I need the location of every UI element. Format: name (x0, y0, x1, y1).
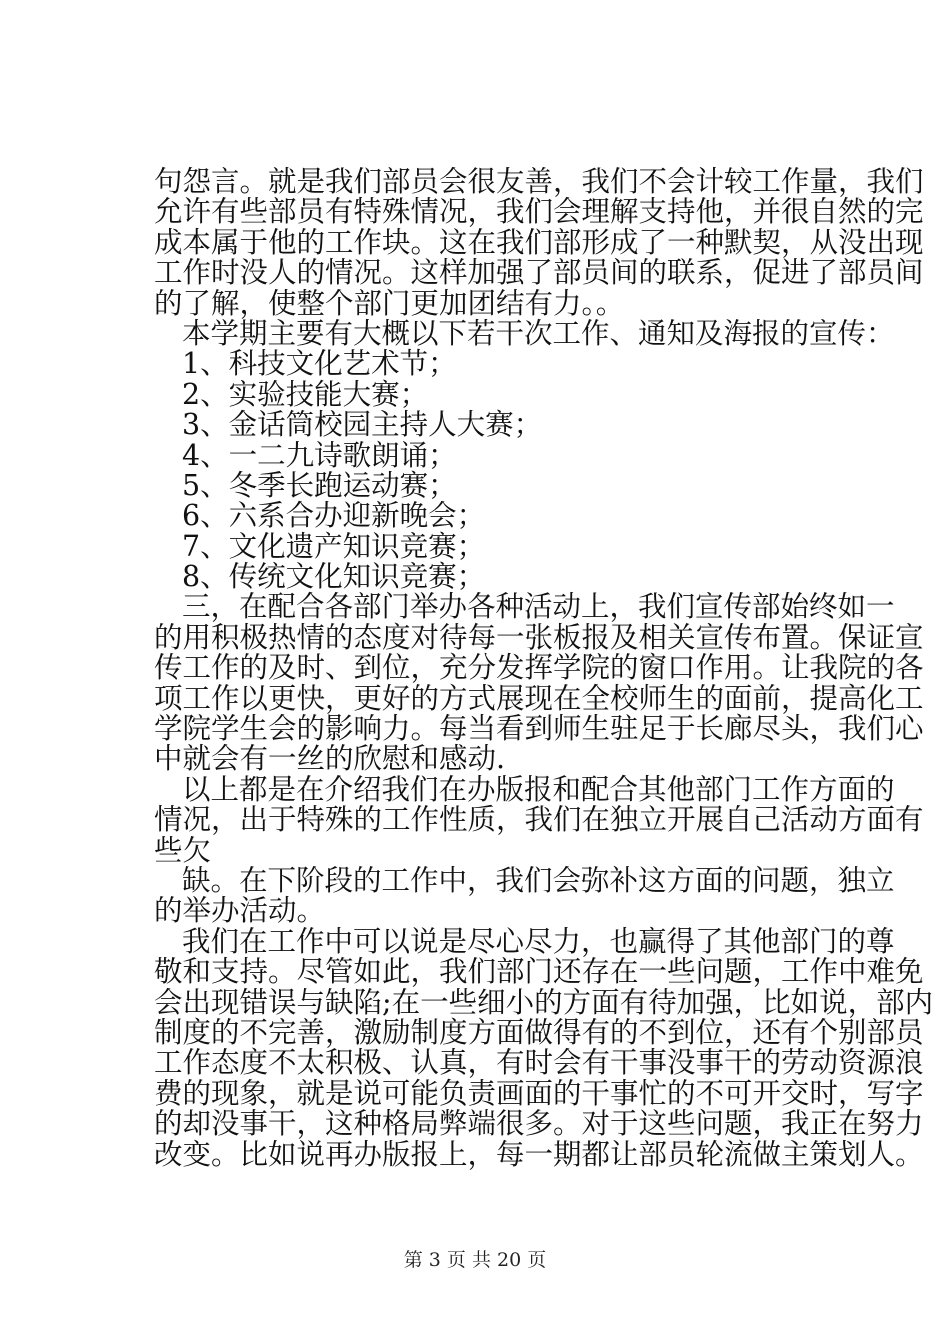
text-line: 5、冬季长跑运动赛； (182, 468, 457, 502)
text-line: 工作时没人的情况。这样加强了部员间的联系，促进了部员间 (154, 256, 924, 290)
text-line: 2、实验技能大赛； (182, 377, 429, 411)
text-line: 些欠 (154, 833, 212, 867)
text-line: 7、文化遗产知识竞赛； (182, 529, 486, 563)
text-line: 情况，出于特殊的工作性质，我们在独立开展自己活动方面有 (154, 803, 924, 837)
text-line: 会出现错误与缺陷;在一些细小的方面有待加强，比如说，部内 (154, 985, 934, 1019)
text-line: 三，在配合各部门举办各种活动上，我们宣传部始终如一 (182, 590, 895, 624)
text-line: 的举办活动。 (154, 894, 326, 928)
text-line: 工作态度不太积极、认真，有时会有干事没事干的劳动资源浪 (154, 1046, 924, 1080)
text-line: 的却没事干，这种格局弊端很多。对于这些问题，我正在努力 (154, 1107, 924, 1141)
text-line: 4、一二九诗歌朗诵； (182, 438, 457, 472)
text-line: 成本属于他的工作块。这在我们部形成了一种默契，从没出现 (154, 225, 924, 259)
text-line: 允许有些部员有特殊情况，我们会理解支持他，并很自然的完 (154, 195, 924, 229)
text-line: 8、传统文化知识竞赛； (182, 560, 486, 594)
page-number-footer: 第 3 页 共 20 页 (403, 1249, 547, 1271)
text-line: 敬和支持。尽管如此，我们部门还存在一些问题，工作中难免 (154, 955, 924, 989)
document-body (154, 165, 934, 1171)
text-line: 费的现象，就是说可能负责画面的干事忙的不可开交时，写字 (154, 1076, 924, 1110)
text-line: 项工作以更快，更好的方式展现在全校师生的面前，提高化工 (154, 681, 924, 715)
text-line: 的用积极热情的态度对待每一张板报及相关宣传布置。保证宣 (154, 620, 924, 654)
text-line: 以上都是在介绍我们在办版报和配合其他部门工作方面的 (182, 772, 895, 806)
text-line: 本学期主要有大概以下若干次工作、通知及海报的宣传： (182, 316, 895, 350)
text-line: 3、金话筒校园主持人大赛； (182, 408, 543, 442)
text-line: 传工作的及时、到位，充分发挥学院的窗口作用。让我院的各 (154, 651, 924, 685)
text-line: 的了解，使整个部门更加团结有力。。 (154, 286, 625, 320)
text-line: 6、六系合办迎新晚会； (182, 499, 486, 533)
text-line: 1、科技文化艺术节； (182, 347, 457, 381)
text-line: 我们在工作中可以说是尽心尽力，也赢得了其他部门的尊 (182, 924, 895, 958)
text-line: 缺。在下阶段的工作中，我们会弥补这方面的问题，独立 (182, 863, 895, 897)
text-line: 句怨言。就是我们部员会很友善，我们不会计较工作量，我们 (154, 165, 924, 198)
text-line: 学院学生会的影响力。每当看到师生驻足于长廊尽头，我们心 (154, 712, 924, 746)
text-line: 中就会有一丝的欣慰和感动. (154, 742, 506, 776)
text-line: 改变。比如说再办版报上，每一期都让部员轮流做主策划人。 (154, 1137, 924, 1171)
text-line: 制度的不完善，激励制度方面做得有的不到位，还有个别部员 (154, 1015, 924, 1049)
